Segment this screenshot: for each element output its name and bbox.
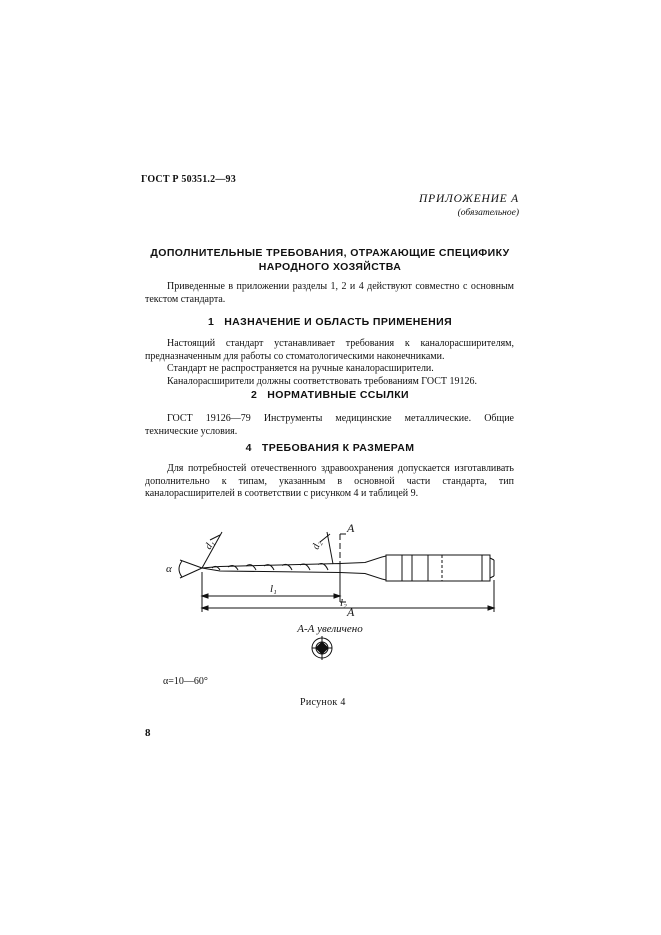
appendix-title: ПРИЛОЖЕНИЕ А xyxy=(419,193,519,205)
figure-caption: Рисунок 4 xyxy=(300,697,346,708)
page-number: 8 xyxy=(145,727,151,739)
reamer-drawing xyxy=(150,520,510,665)
section-number: 1 xyxy=(207,316,215,328)
section-mark-top: A xyxy=(347,521,355,535)
section-mark-bottom: A xyxy=(347,605,355,619)
label-d1: d₁ xyxy=(203,538,217,552)
section-2-heading xyxy=(140,389,520,401)
document-title xyxy=(140,246,520,274)
paragraph: Каналорасширители должны соответствовать требованиям ГОСТ 19126. xyxy=(167,375,477,387)
alpha-note: α=10—60° xyxy=(163,676,208,687)
label-alpha: α xyxy=(166,563,172,575)
label-l2: l₂ xyxy=(340,597,347,609)
paragraph: Для потребностей отечественного здравоохранения допускается изготавливать дополнительно к типам, указанным в основной части стандарта, тип каналорасширителей в соответствии с рисунком 4 и таблицей 9. xyxy=(145,463,514,499)
intro-paragraph xyxy=(145,281,514,306)
figure-4-drawing xyxy=(150,520,510,665)
label-l1: l₁ xyxy=(270,583,277,595)
paragraph: ГОСТ 19126—79 Инструменты медицинские металлические. Общие технические условия. xyxy=(145,413,514,437)
paragraph: Настоящий стандарт устанавливает требования к каналорасширителям, предназначенным для работы со стоматологическими наконечниками. xyxy=(145,338,514,362)
section-number: 4 xyxy=(245,442,252,454)
document-title-line1: ДОПОЛНИТЕЛЬНЫЕ ТРЕБОВАНИЯ, ОТРАЖАЮЩИЕ СПЕЦИФИКУ xyxy=(150,247,510,259)
section-title: НОРМАТИВНЫЕ ССЫЛКИ xyxy=(267,389,409,401)
section-title: ТРЕБОВАНИЯ К РАЗМЕРАМ xyxy=(261,442,415,454)
document-header: ГОСТ Р 50351.2—93 xyxy=(141,174,236,185)
section-1-heading xyxy=(140,316,520,328)
appendix-subtitle: (обязательное) xyxy=(457,208,519,218)
document-title-line2: НАРОДНОГО ХОЗЯЙСТВА xyxy=(258,261,402,273)
section-title: НАЗНАЧЕНИЕ И ОБЛАСТЬ ПРИМЕНЕНИЯ xyxy=(224,316,453,328)
intro-text: Приведенные в приложении разделы 1, 2 и 4 действуют совместно с основным текстом стандарта. xyxy=(145,281,514,305)
section-view-label: А-А увеличено xyxy=(297,623,363,635)
section-4-body xyxy=(145,463,514,501)
appendix-label xyxy=(419,193,519,218)
label-d2: d₂ xyxy=(310,539,324,552)
section-4-heading xyxy=(140,442,520,454)
section-1-body xyxy=(145,338,514,388)
paragraph: Стандарт не распространяется на ручные каналорасширители. xyxy=(167,363,434,374)
section-2-body xyxy=(145,413,514,438)
section-number: 2 xyxy=(251,389,258,401)
